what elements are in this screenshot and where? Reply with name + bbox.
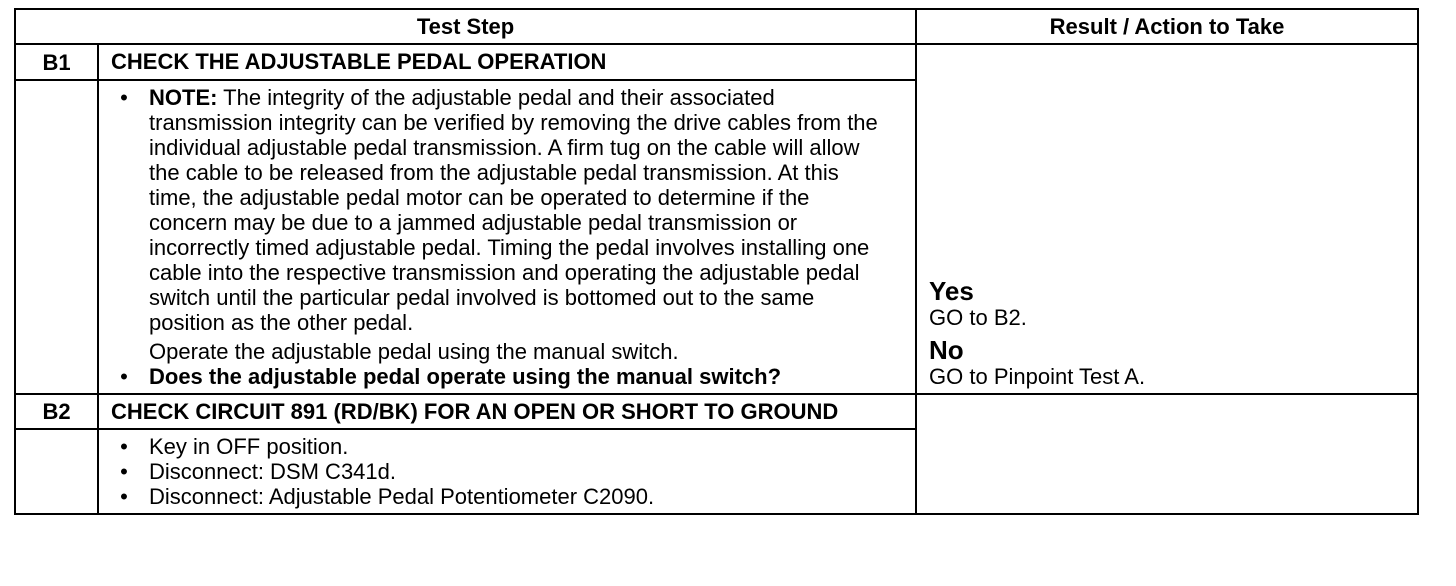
result-action-header: Result / Action to Take [916,9,1418,44]
step-id-b2: B2 [15,394,98,429]
result-no-action: GO to Pinpoint Test A. [929,364,1146,389]
test-step-header: Test Step [15,9,916,44]
step-b2-bullet-3: Disconnect: Adjustable Pedal Potentiometer C2090. [149,484,655,509]
bullet-icon: • [120,85,128,110]
bullet-icon: • [120,434,128,459]
result-yes-action: GO to B2. [929,305,1027,330]
step-id-b1: B1 [15,44,98,80]
step-b1-title-row [15,44,1418,80]
step-b2-body [98,429,916,514]
bullet-icon: • [120,459,128,484]
list-item [99,434,885,459]
step-b2-title-row [15,394,1418,429]
step-b1-title: CHECK THE ADJUSTABLE PEDAL OPERATION [98,44,916,80]
step-b1-question: Does the adjustable pedal operate using the manual switch? [149,364,782,389]
result-no-label: No [929,335,964,365]
result-yes-label: Yes [929,276,974,306]
step-b2-bullet-1: Key in OFF position. [149,434,349,459]
table-header-row [15,9,1418,44]
step-b2-bullet-2: Disconnect: DSM C341d. [149,459,396,484]
step-b1-body [98,80,916,394]
step-b2-result-cell [916,394,1418,514]
note-label: NOTE: [149,85,218,110]
list-item [99,484,885,509]
step-b2-title: CHECK CIRCUIT 891 (RD/BK) FOR AN OPEN OR SHORT TO GROUND [98,394,916,429]
step-b1-id-spacer [15,80,98,394]
step-b1-continuation: Operate the adjustable pedal using the manual switch. [149,339,679,364]
note-text [149,85,885,335]
test-step-table [14,8,1419,515]
bullet-icon: • [120,484,128,509]
list-item [99,364,885,389]
note-body: The integrity of the adjustable pedal and their associated transmission integrity can be verified by removing the drive cables from the individual adjustable pedal transmission. A firm tug on the cable will allow the cable to be released from the adjustable pedal transmission. At this time, the adjustable pedal motor can be operated to determine if the concern may be due to a jammed adjustable pedal transmission or incorrectly timed adjustable pedal. Timing the pedal involves installing one cable into the respective transmission and operating the adjustable pedal switch until the particular pedal involved is bottomed out to the same position as the other pedal. [149,85,878,335]
bullet-icon: • [120,364,128,389]
list-item [99,85,885,335]
step-b1-result-cell [916,44,1418,394]
step-b2-id-spacer [15,429,98,514]
list-item [99,459,885,484]
